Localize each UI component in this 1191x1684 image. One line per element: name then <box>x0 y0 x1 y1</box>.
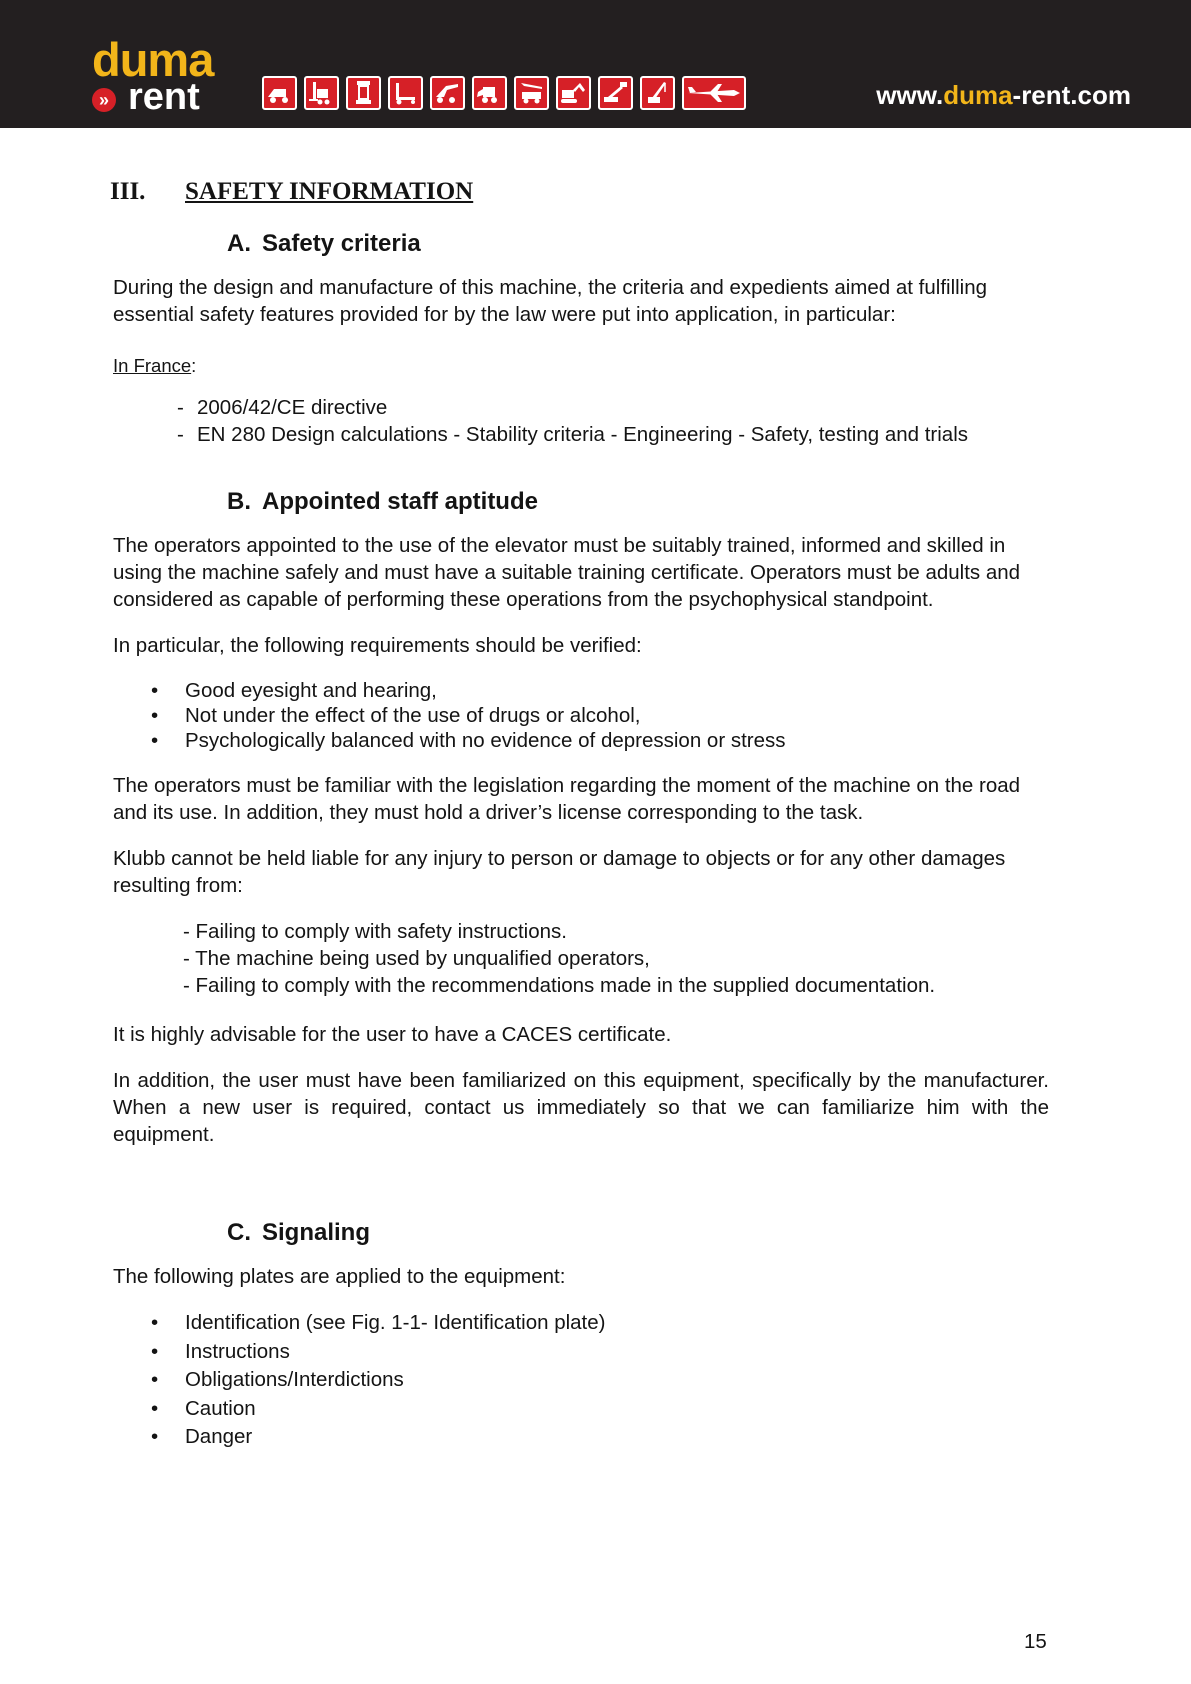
list-item-text: 2006/42/CE directive <box>197 396 388 419</box>
list-item-text: Identification (see Fig. 1-1- Identification plate) <box>185 1311 606 1334</box>
list-item-text: EN 280 Design calculations - Stability criteria - Engineering - Safety, testing and trials <box>197 423 969 446</box>
list-item: - Failing to comply with safety instructions. <box>183 920 567 943</box>
bullet-marker: • <box>151 704 159 727</box>
subsection-a-heading <box>227 230 1049 258</box>
safety-criteria-intro: During the design and manufacture of this machine, the criteria and expedients aimed at fulfilling essential safety features provided for by the law were put into application, in particular: <box>113 276 988 326</box>
bullet-marker: • <box>151 1311 159 1334</box>
subsection-letter: A. <box>227 230 251 257</box>
list-item <box>151 1309 1049 1338</box>
list-item <box>151 1423 1049 1452</box>
subsection-b-heading <box>227 488 1049 516</box>
bullet-marker: • <box>151 1396 159 1420</box>
section-number: III. <box>110 178 146 205</box>
list-item: - The machine being used by unqualified operators, <box>183 947 650 970</box>
page-content <box>110 178 1049 1471</box>
list-item-text: Good eyesight and hearing, <box>185 679 437 702</box>
bullet-marker: • <box>151 729 159 752</box>
list-item <box>177 394 1049 421</box>
url-prefix: www. <box>876 80 944 110</box>
requirements-intro: In particular, the following requirements should be verified: <box>113 634 642 657</box>
list-item-text: Danger <box>185 1425 253 1448</box>
bullet-marker: • <box>151 1368 159 1391</box>
country-colon: : <box>191 355 197 376</box>
url-highlight: duma <box>943 80 1013 110</box>
list-item <box>151 703 1049 728</box>
plates-list <box>151 1309 1049 1452</box>
country-name: In France <box>113 355 192 376</box>
subsection-title: Safety criteria <box>262 230 421 257</box>
legislation-paragraph: The operators must be familiar with the legislation regarding the moment of the machine on the road and its use. In addition, they must hold a driver’s license corresponding to the task. <box>113 774 1021 824</box>
equipment-icon-strip <box>262 76 746 110</box>
list-item <box>151 728 1049 753</box>
list-item <box>151 1395 1049 1424</box>
section-heading <box>110 178 1049 206</box>
dash-marker: - <box>177 396 184 419</box>
mini-crane-icon <box>640 76 675 110</box>
boom-lift-icon <box>598 76 633 110</box>
mini-loader-icon <box>472 76 507 110</box>
list-item <box>151 1338 1049 1367</box>
dumper-icon <box>262 76 297 110</box>
header-bar <box>0 0 1191 128</box>
subsection-c-heading <box>227 1219 1049 1247</box>
dash-marker: - <box>177 423 184 446</box>
logo-duma-text: duma <box>92 33 214 86</box>
list-item-text: Instructions <box>185 1339 290 1363</box>
list-item <box>177 421 1049 448</box>
mast-lift-icon <box>346 76 381 110</box>
excavator-icon <box>556 76 591 110</box>
requirements-list <box>151 678 1049 753</box>
list-item-text: Psychologically balanced with no evidence of depression or stress <box>185 729 786 752</box>
forklift-icon <box>304 76 339 110</box>
plates-intro: The following plates are applied to the equipment: <box>113 1265 566 1288</box>
list-item-text: Caution <box>185 1396 256 1420</box>
caces-paragraph: It is highly advisable for the user to have a CACES certificate. <box>113 1023 672 1046</box>
subsection-title: Appointed staff aptitude <box>262 488 538 515</box>
crane-truck-icon <box>514 76 549 110</box>
subsection-letter: B. <box>227 488 251 515</box>
logo-rent-text: rent <box>128 76 200 118</box>
list-item-text: Obligations/Interdictions <box>185 1368 404 1391</box>
list-item <box>151 678 1049 703</box>
list-item: - Failing to comply with the recommendations made in the supplied documentation. <box>183 974 936 997</box>
subsection-title: Signaling <box>262 1219 370 1246</box>
familiarization-paragraph: In addition, the user must have been familiarized on this equipment, specifically by the manufacturer. When a new user is required, contact us immediately so that we can familiarize him with the equipment. <box>113 1069 1049 1146</box>
logo-arrow-icon: » <box>92 88 116 112</box>
pallet-truck-icon <box>388 76 423 110</box>
section-title: SAFETY INFORMATION <box>185 178 474 205</box>
aircraft-icon <box>682 76 746 110</box>
list-item <box>151 1366 1049 1395</box>
telehandler-icon <box>430 76 465 110</box>
country-label <box>113 354 1049 378</box>
bullet-marker: • <box>151 1339 159 1363</box>
subsection-letter: C. <box>227 1219 251 1246</box>
bullet-marker: • <box>151 1425 159 1448</box>
directive-list <box>177 394 1049 448</box>
page-number: 15 <box>1024 1630 1047 1653</box>
operators-training-paragraph: The operators appointed to the use of the elevator must be suitably trained, informed and skilled in using the machine safely and must have a suitable training certificate. Operators must be adults and considered as capable of performing these operations from the psychophysical standpoint. <box>113 534 1021 611</box>
bullet-marker: • <box>151 679 159 702</box>
spacer <box>113 1167 1049 1219</box>
liability-paragraph: Klubb cannot be held liable for any injury to person or damage to objects or for any other damages resulting from: <box>113 847 1006 897</box>
duma-rent-logo[interactable] <box>92 33 242 118</box>
url-suffix: -rent.com <box>1012 80 1131 110</box>
liability-list <box>183 918 1049 999</box>
list-item-text: Not under the effect of the use of drugs or alcohol, <box>185 704 641 727</box>
website-url-link[interactable] <box>876 80 1131 111</box>
